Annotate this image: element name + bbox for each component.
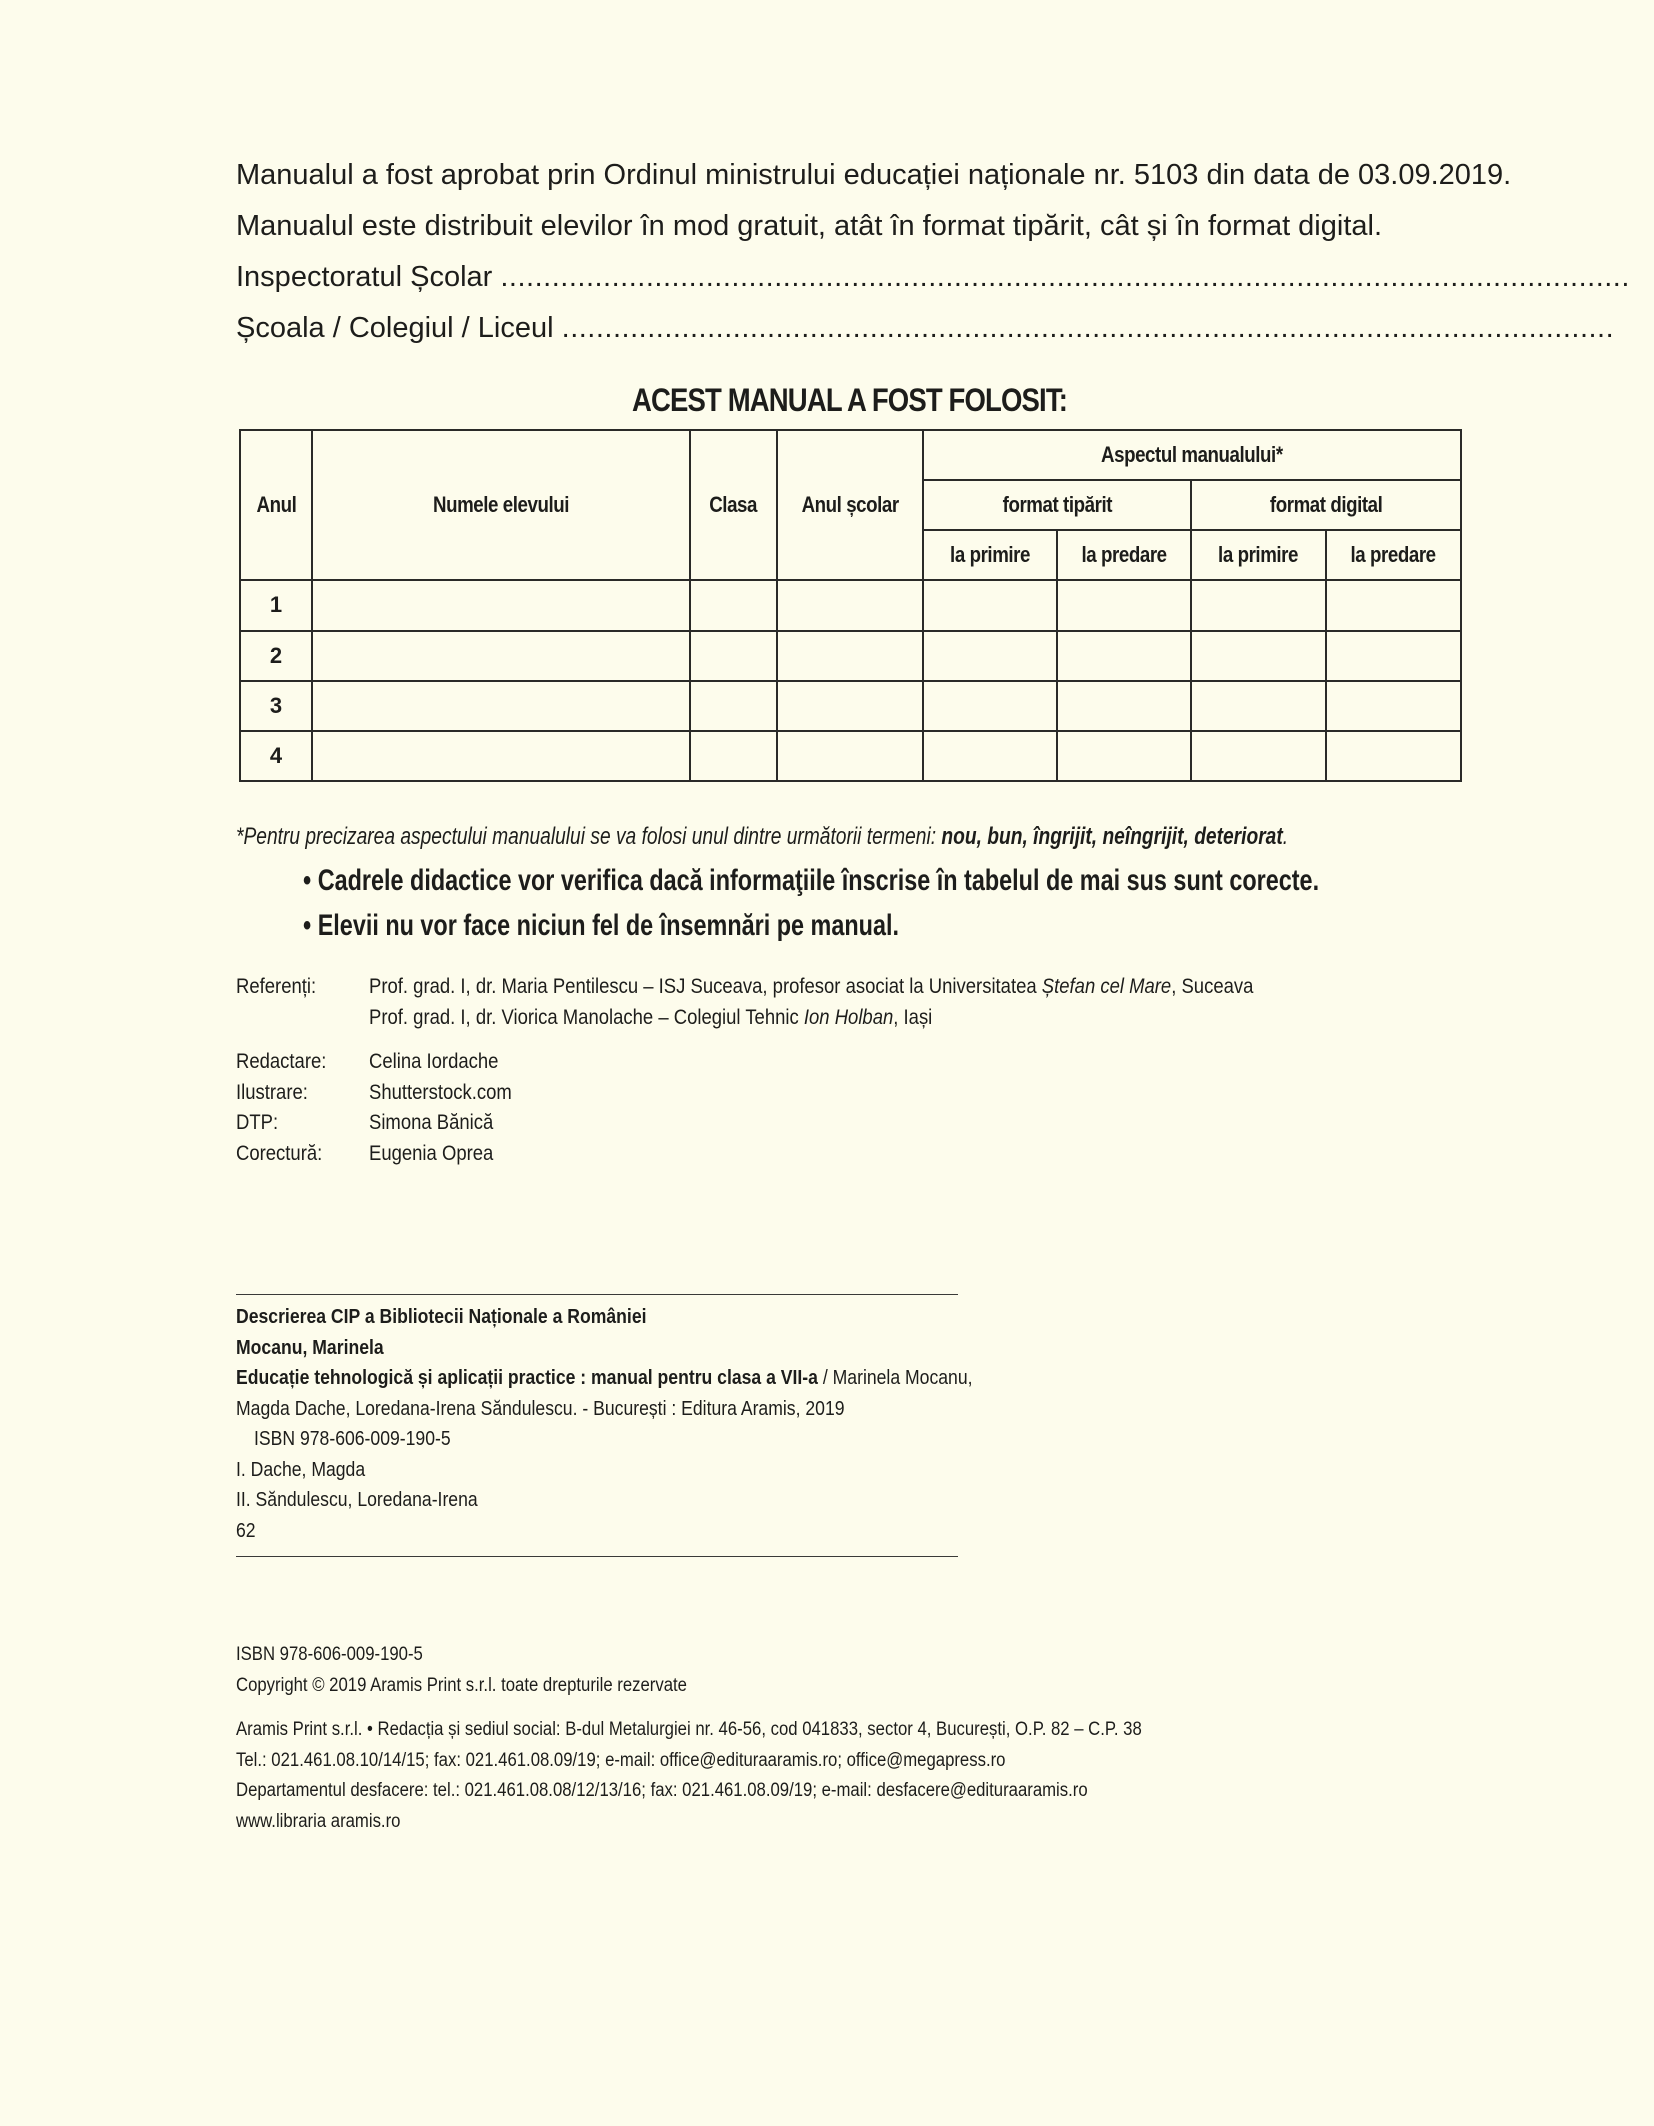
cell-empty: [1326, 631, 1461, 681]
header-la-predare-digital: la predare: [1326, 530, 1461, 580]
cell-empty: [1057, 681, 1191, 731]
intro-block: [236, 150, 1630, 354]
publisher-footer: [236, 1640, 1265, 1837]
cell-empty: [1326, 580, 1461, 630]
approval-text: Manualul a fost aprobat prin Ordinul ministrului educației naționale nr. 5103 din data de 03.09.2019.: [236, 159, 1512, 191]
cell-empty: [312, 631, 690, 681]
cip-heading: Descrierea CIP a Bibliotecii Naționale a României: [236, 1306, 647, 1328]
cip-title: Educație tehnologică și aplicații practice : manual pentru clasa a VII-a / Marinela Mocanu,: [236, 1367, 973, 1389]
dtp-label: DTP:: [236, 1111, 279, 1134]
redactare-value: Celina Iordache: [369, 1050, 499, 1073]
header-anul-scolar: Anul școlar: [777, 430, 923, 580]
cip-ii: II. Săndulescu, Loredana-Irena: [236, 1489, 478, 1511]
row-number: 3: [240, 681, 312, 731]
header-anul: Anul: [240, 430, 312, 580]
table-row: [240, 731, 1461, 781]
referent-1: Prof. grad. I, dr. Maria Pentilescu – ISJ Suceava, profesor asociat la Universitatea Ștefan cel Mare, Suceava: [369, 975, 1254, 998]
instruction-bullets: [303, 858, 1319, 948]
cell-empty: [777, 631, 923, 681]
cip-isbn: ISBN 978-606-009-190-5: [254, 1428, 451, 1450]
referent-2: Prof. grad. I, dr. Viorica Manolache – Colegiul Tehnic Ion Holban, Iași: [369, 1005, 933, 1029]
cell-empty: [690, 681, 777, 731]
cip-bottom-rule: [236, 1556, 958, 1557]
cell-empty: [690, 580, 777, 630]
referenti-label: Referenți:: [236, 975, 317, 998]
usage-table: [239, 429, 1462, 782]
cell-empty: [312, 681, 690, 731]
footer-address: Aramis Print s.r.l. • Redacția și sediul social: B-dul Metalurgiei nr. 46-56, cod 041833, sector 4, București, O.P. 82 – C.P. 38: [236, 1719, 1142, 1740]
cell-empty: [312, 731, 690, 781]
corectura-row: [236, 1139, 1374, 1170]
cip-top-rule: [236, 1294, 958, 1295]
aspect-footnote: [236, 823, 1288, 851]
cell-empty: [1057, 731, 1191, 781]
school-line: [236, 303, 1615, 354]
ilustrare-row: [236, 1078, 1374, 1109]
row-number: 4: [240, 731, 312, 781]
referenti-row: [236, 972, 1374, 1003]
cip-block: [236, 1302, 1073, 1546]
header-format-tiparit: format tipărit: [923, 480, 1191, 530]
cell-empty: [777, 580, 923, 630]
footer-sales: Departamentul desfacere: tel.: 021.461.08.08/12/13/16; fax: 021.461.08.09/19; e-mail: desfacere@edituraaramis.ro: [236, 1780, 1088, 1801]
distribution-text: Manualul este distribuit elevilor în mod gratuit, atât în format tipărit, cât și în format digital.: [236, 210, 1383, 242]
header-la-primire-digital: la primire: [1191, 530, 1326, 580]
row-number: 2: [240, 631, 312, 681]
cell-empty: [1057, 631, 1191, 681]
cell-empty: [777, 731, 923, 781]
cell-empty: [923, 681, 1057, 731]
cell-empty: [1191, 681, 1326, 731]
footer-isbn: ISBN 978-606-009-190-5: [236, 1644, 423, 1665]
header-format-digital: format digital: [1191, 480, 1461, 530]
corectura-value: Eugenia Oprea: [369, 1141, 494, 1165]
dtp-row: [236, 1108, 1374, 1139]
cell-empty: [1326, 731, 1461, 781]
corectura-label: Corectură:: [236, 1141, 323, 1165]
header-clasa: Clasa: [690, 430, 777, 580]
table-row: [240, 681, 1461, 731]
inspectorate-dots: ....................................................................................................................................: [500, 261, 1630, 293]
footnote-text: *Pentru precizarea aspectului manualului se va folosi unul dintre următorii termeni:: [236, 823, 942, 850]
cell-empty: [777, 681, 923, 731]
cell-empty: [690, 731, 777, 781]
cell-empty: [1191, 580, 1326, 630]
dtp-value: Simona Bănică: [369, 1111, 494, 1134]
footer-copyright: Copyright © 2019 Aramis Print s.r.l. toate drepturile rezervate: [236, 1674, 687, 1696]
row-number: 1: [240, 580, 312, 630]
school-dots: ...........................................................................................................................: [561, 312, 1615, 344]
footnote-terms: nou, bun, îngrijit, neîngrijit, deteriorat: [941, 823, 1283, 850]
table-row: [240, 580, 1461, 630]
cell-empty: [1191, 631, 1326, 681]
cip-line2: Magda Dache, Loredana-Irena Săndulescu. - București : Editura Aramis, 2019: [236, 1397, 845, 1420]
cell-empty: [1057, 580, 1191, 630]
inspectorate-label: Inspectoratul Școlar: [236, 261, 493, 293]
ilustrare-label: Ilustrare:: [236, 1080, 308, 1104]
cip-class: 62: [236, 1519, 256, 1542]
referenti-row-2: [236, 1003, 1374, 1034]
table-row: [240, 631, 1461, 681]
cell-empty: [312, 580, 690, 630]
school-label: Școala / Colegiul / Liceul: [236, 312, 554, 344]
bullet-teachers: • Cadrele didactice vor verifica dacă informaţiile înscrise în tabelul de mai sus sunt corecte.: [303, 864, 1320, 897]
header-la-predare-tiparit: la predare: [1057, 530, 1191, 580]
cell-empty: [923, 631, 1057, 681]
cell-empty: [690, 631, 777, 681]
table-title: ACEST MANUAL A FOST FOLOSIT:: [631, 382, 1068, 418]
inspectorate-line: [236, 252, 1630, 303]
redactare-row: [236, 1047, 1374, 1078]
cip-i: I. Dache, Magda: [236, 1458, 366, 1481]
header-la-primire-tiparit: la primire: [923, 530, 1057, 580]
bullet-students: • Elevii nu vor face niciun fel de însemnări pe manual.: [303, 909, 899, 942]
cell-empty: [1191, 731, 1326, 781]
cip-author: Mocanu, Marinela: [236, 1336, 384, 1359]
redactare-label: Redactare:: [236, 1050, 327, 1073]
footnote-end: .: [1282, 823, 1289, 850]
credits-block: [236, 972, 1374, 1169]
footer-web: www.libraria aramis.ro: [236, 1810, 401, 1832]
footer-tel: Tel.: 021.461.08.10/14/15; fax: 021.461.08.09/19; e-mail: office@edituraaramis.ro; office@megapress.ro: [236, 1749, 1006, 1771]
cell-empty: [923, 580, 1057, 630]
ilustrare-value: Shutterstock.com: [369, 1080, 512, 1104]
header-aspect: Aspectul manualului*: [923, 430, 1461, 480]
header-numele-elevului: Numele elevului: [312, 430, 690, 580]
cell-empty: [923, 731, 1057, 781]
cell-empty: [1326, 681, 1461, 731]
